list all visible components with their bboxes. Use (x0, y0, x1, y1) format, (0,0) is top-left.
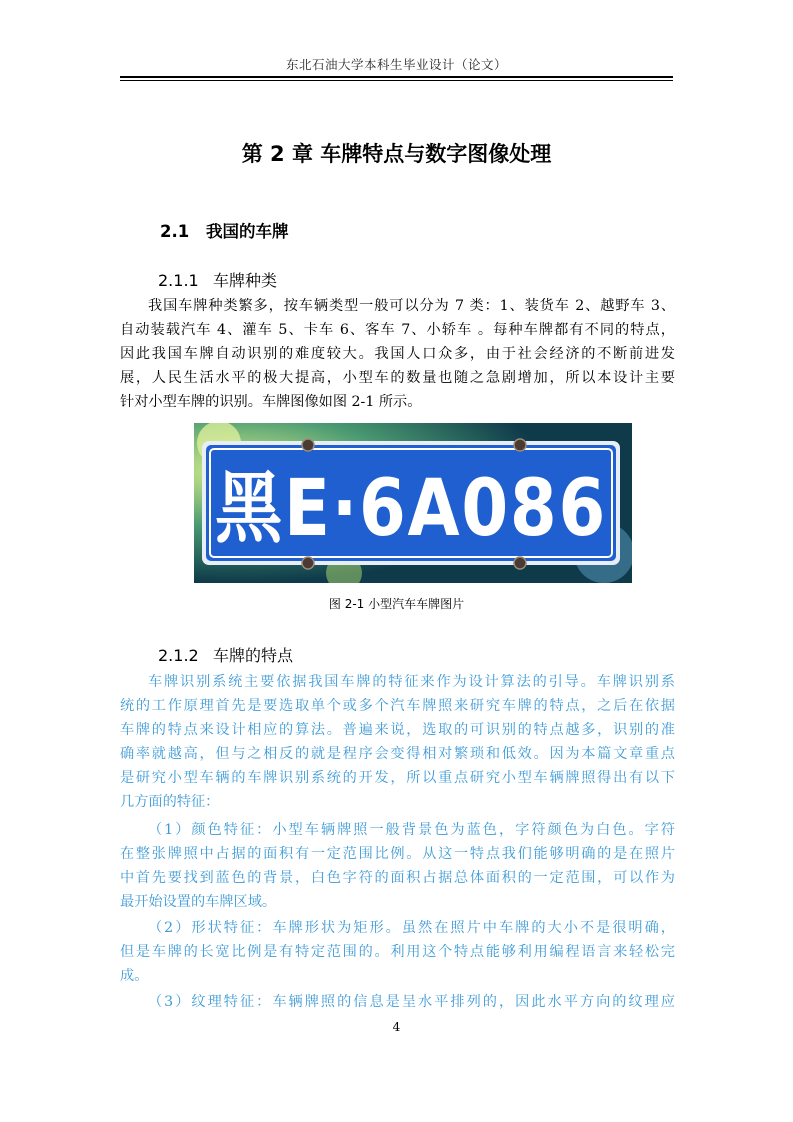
text-line: 因此我国车牌自动识别的难度较大。我国人口众多，由于社会经济的不断前进发 (120, 346, 675, 362)
header-rule-thin (120, 80, 673, 81)
section-heading-2-1 (160, 218, 289, 242)
figure-caption: 图 2-1 小型汽车车牌图片 (328, 597, 465, 611)
text-line: 几方面的特征： (120, 794, 220, 810)
paragraph-color-feature (120, 818, 675, 914)
plate-bolt (302, 557, 314, 569)
plate-bolt (514, 439, 526, 451)
text-line: 展，人民生活水平的极大提高，小型车的数量也随之急剧增加，所以本设计主要 (120, 370, 675, 386)
subsection-title: 车牌的特点 (213, 646, 294, 665)
text-line: 统的工作原理首先是要选取单个或多个汽车牌照来研究车牌的特点，之后在依据 (120, 698, 675, 714)
license-plate-photo (194, 423, 632, 583)
text-line: （3）纹理特征：车辆牌照的信息是呈水平排列的，因此水平方向的纹理应 (148, 994, 675, 1010)
text-line: 成。 (120, 968, 149, 984)
text-line: （1）颜色特征：小型车辆牌照一般背景色为蓝色，字符颜色为白色。字符 (148, 822, 675, 838)
text-line: 中首先要找到蓝色的背景，白色字符的面积占据总体面积的一定范围，可以作为 (120, 870, 675, 886)
subsection-title: 车牌种类 (213, 271, 278, 290)
plate-characters: 黑E·6A086 (215, 464, 607, 554)
page-number: 4 (392, 1020, 401, 1034)
text-line: 确率就越高，但与之相反的就是程序会变得相对繁琐和低效。因为本篇文章重点 (120, 746, 675, 762)
subsection-number: 2.1.2 (158, 646, 199, 665)
text-line: 我国车牌种类繁多，按车辆类型一般可以分为 7 类：1、装货车 2、越野车 3、 (148, 298, 675, 314)
paragraph-texture-feature (120, 990, 675, 1014)
section-number: 2.1 (160, 222, 190, 241)
subsection-heading-2-1-2 (158, 643, 293, 666)
paragraph-plate-features-intro (120, 670, 675, 814)
text-line: 自动装载汽车 4、灌车 5、卡车 6、客车 7、小轿车 。每种车牌都有不同的特点， (120, 322, 675, 338)
text-line: 最开始设置的车牌区域。 (120, 894, 277, 910)
chapter-title: 第 2 章 车牌特点与数字图像处理 (241, 142, 552, 166)
text-line: 在整张牌照中占据的面积有一定范围比例。从这一特点我们能够明确的是在照片 (120, 846, 675, 862)
text-line: （2）形状特征：车牌形状为矩形。虽然在照片中车牌的大小不是很明确， (148, 920, 675, 936)
plate-bolt (514, 557, 526, 569)
text-line: 针对小型车牌的识别。车牌图像如图 2-1 所示。 (120, 394, 422, 410)
paragraph-plate-types (120, 294, 675, 414)
subsection-number: 2.1.1 (158, 271, 199, 290)
text-line: 是研究小型车辆的车牌识别系统的开发，所以重点研究小型车辆牌照得出有以下 (120, 770, 675, 786)
section-title: 我国的车牌 (206, 222, 289, 241)
plate-bolt (302, 439, 314, 451)
text-line: 但是车牌的长宽比例是有特定范围的。利用这个特点能够利用编程语言来轻松完 (120, 944, 675, 960)
running-header: 东北石油大学本科生毕业设计（论文） (285, 57, 507, 72)
text-line: 车牌的特点来设计相应的算法。普遍来说，选取的可识别的特点越多，识别的准 (120, 722, 675, 738)
subsection-heading-2-1-1 (158, 268, 277, 291)
header-rule-thick (120, 76, 673, 78)
paragraph-shape-feature (120, 916, 675, 988)
text-line: 车牌识别系统主要依据我国车牌的特征来作为设计算法的引导。车牌识别系 (148, 674, 675, 690)
